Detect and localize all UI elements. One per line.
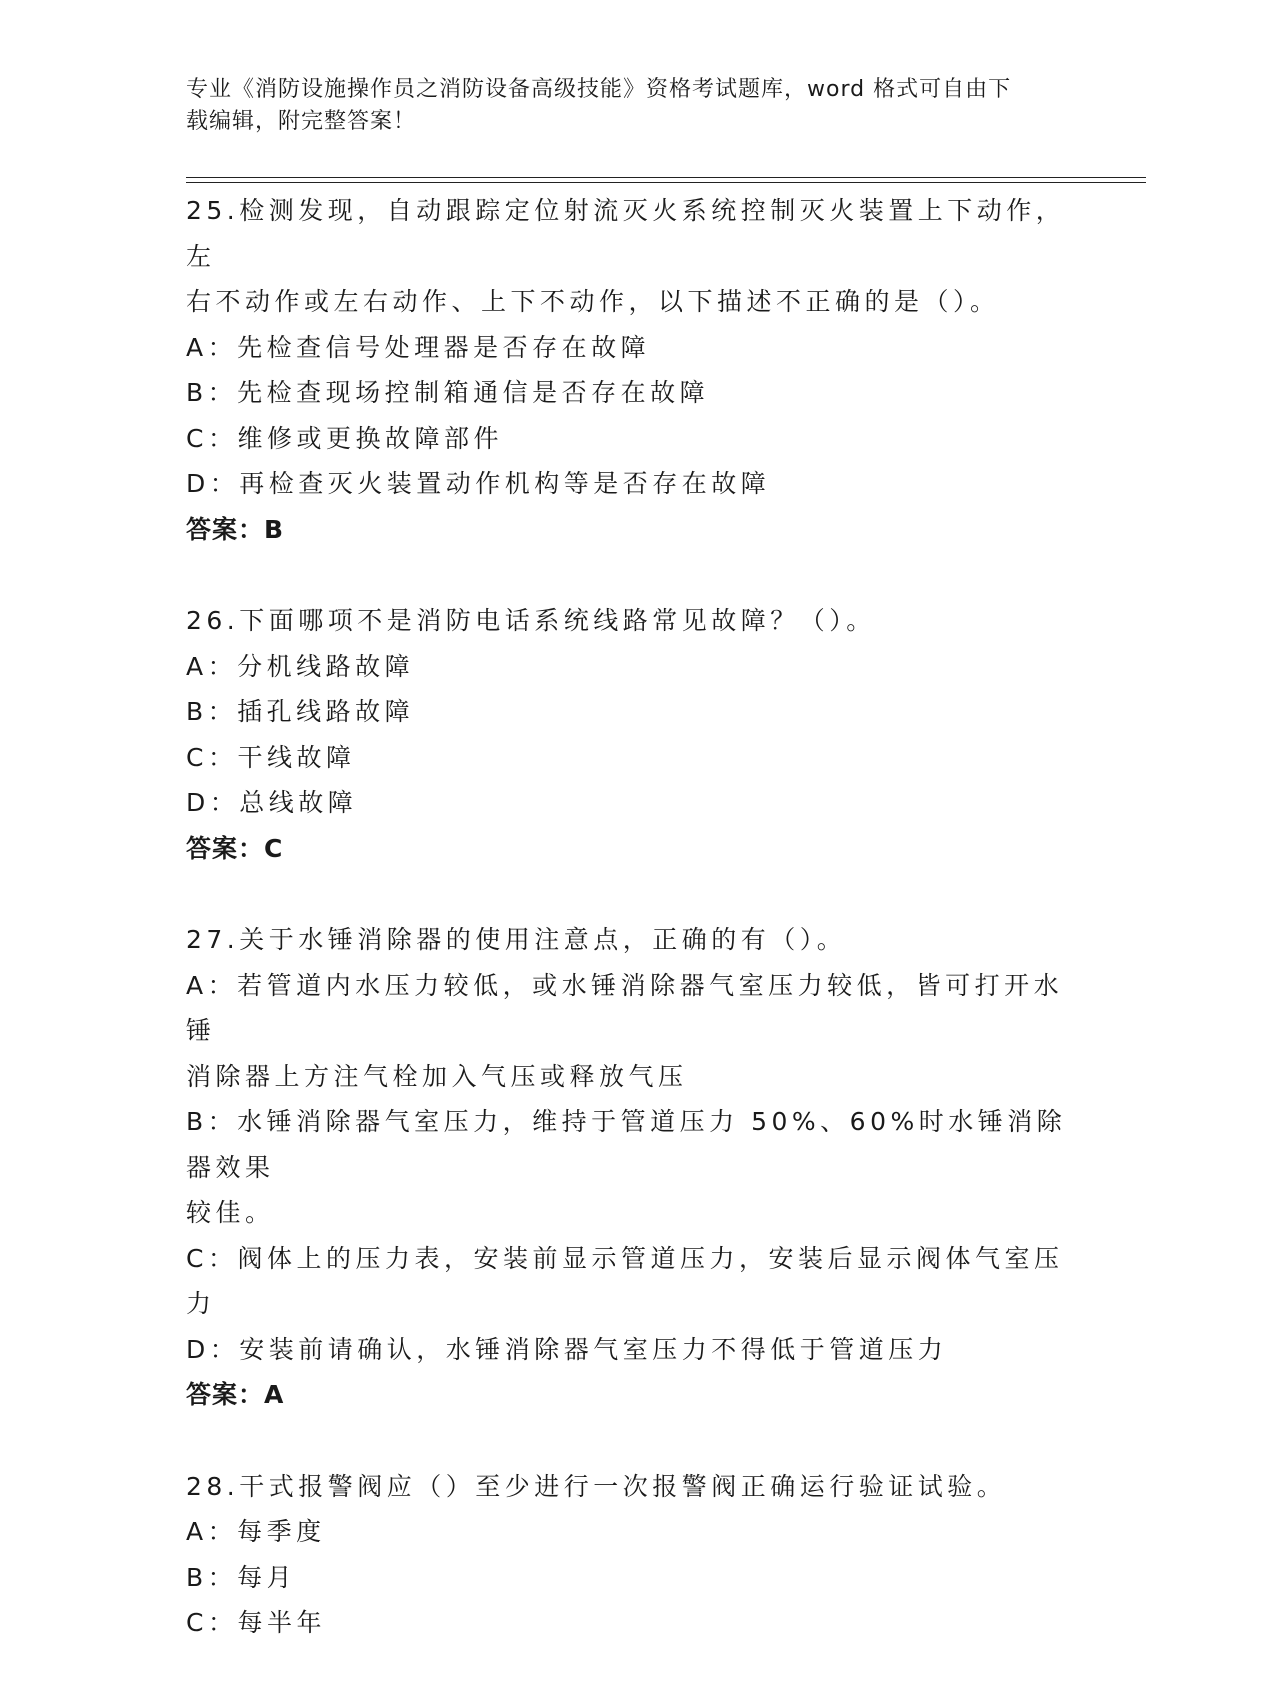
option-d: D：再检查灭火装置动作机构等是否存在故障 xyxy=(186,469,771,498)
question-27 xyxy=(186,917,1086,1418)
option-a-continued: 消除器上方注气栓加入气压或释放气压 xyxy=(186,1061,688,1091)
option-c: C：干线故障 xyxy=(186,742,356,772)
question-28 xyxy=(186,1464,1086,1646)
option-b: B：每月 xyxy=(186,1562,297,1592)
option-b: B：插孔线路故障 xyxy=(186,697,415,726)
answer: 答案：A xyxy=(186,1380,285,1409)
question-stem: 28.干式报警阀应（）至少进行一次报警阀正确运行验证试验。 xyxy=(186,1471,1007,1501)
option-a: A：分机线路故障 xyxy=(186,651,415,681)
option-b-continued: 较佳。 xyxy=(186,1198,275,1227)
header-divider-bottom xyxy=(186,182,1146,183)
question-25 xyxy=(186,188,1086,552)
option-c: C：维修或更换故障部件 xyxy=(186,423,503,453)
question-stem: 27.关于水锤消除器的使用注意点，正确的有（）。 xyxy=(186,925,847,954)
option-d: D：安装前请确认，水锤消除器气室压力不得低于管道压力 xyxy=(186,1334,948,1364)
option-c: C：每半年 xyxy=(186,1608,326,1637)
header-line-2: 载编辑，附完整答案！ xyxy=(186,109,417,134)
answer: 答案：B xyxy=(186,514,285,544)
answer: 答案：C xyxy=(186,833,284,863)
option-b: B：先检查现场控制箱通信是否存在故障 xyxy=(186,378,710,407)
document-header xyxy=(186,74,1066,138)
question-stem: 25.检测发现，自动跟踪定位射流灭火系统控制灭火装置上下动作，左 xyxy=(186,196,1066,271)
question-stem-continued: 右不动作或左右动作、上下不动作，以下描述不正确的是（）。 xyxy=(186,287,1000,316)
option-b: B：水锤消除器气室压力，维持于管道压力 50%、60%时水锤消除器效果 xyxy=(186,1107,1067,1182)
question-stem: 26.下面哪项不是消防电话系统线路常见故障？（）。 xyxy=(186,606,876,635)
option-a: A：先检查信号处理器是否存在故障 xyxy=(186,332,651,362)
option-a: A：每季度 xyxy=(186,1517,326,1546)
option-a: A：若管道内水压力较低，或水锤消除器气室压力较低，皆可打开水锤 xyxy=(186,970,1064,1045)
header-divider-top xyxy=(186,177,1146,178)
question-list xyxy=(186,188,1086,1692)
header-line-1: 专业《消防设施操作员之消防设备高级技能》资格考试题库，word 格式可自由下 xyxy=(186,77,1012,102)
option-c: C：阀体上的压力表，安装前显示管道压力，安装后显示阀体气室压力 xyxy=(186,1243,1064,1318)
option-d: D：总线故障 xyxy=(186,788,358,817)
question-26 xyxy=(186,598,1086,871)
